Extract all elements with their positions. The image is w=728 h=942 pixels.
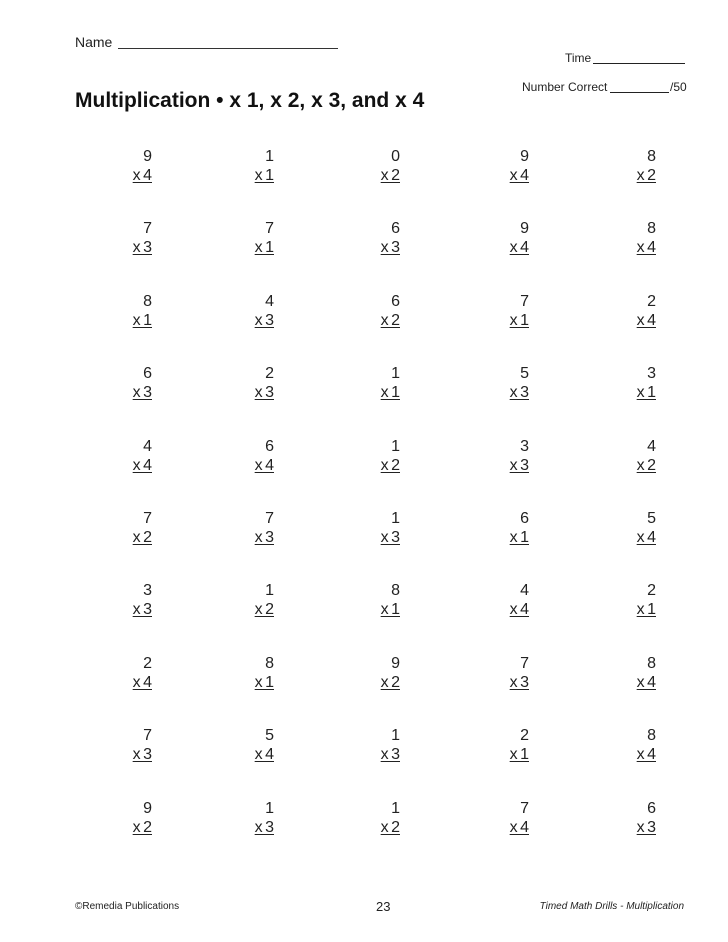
multiplicand: 7: [143, 510, 152, 527]
multiplier: x 2: [132, 529, 152, 546]
multiplicand: 9: [520, 220, 529, 238]
problem: [92, 799, 152, 837]
multiplicand: 6: [265, 437, 274, 455]
multiplicand: 7: [265, 220, 274, 238]
multiplicand: 7: [143, 220, 152, 238]
problem: [214, 292, 274, 330]
problem: [214, 509, 274, 547]
multiplicand: 4: [265, 292, 274, 310]
number-correct-field-line[interactable]: [610, 92, 669, 93]
multiplier: x 3: [509, 384, 529, 402]
problem: [214, 147, 274, 185]
name-field-line[interactable]: [118, 48, 338, 49]
multiplier: x 1: [509, 529, 529, 546]
problem: [596, 364, 656, 402]
multiplier: x 4: [132, 167, 152, 184]
name-label: Name: [75, 34, 113, 50]
multiplier: x 1: [509, 746, 529, 764]
multiplier: x 4: [636, 673, 656, 691]
footer-book-title: Timed Math Drills - Multiplication: [539, 901, 684, 912]
multiplicand: 7: [265, 510, 274, 527]
problem: [214, 654, 274, 692]
multiplicand: 1: [265, 148, 274, 165]
multiplicand: 2: [143, 654, 152, 672]
multiplicand: 3: [520, 437, 529, 455]
multiplicand: 9: [143, 799, 152, 817]
problem: [92, 509, 152, 547]
multiplicand: 7: [520, 799, 529, 817]
problem: [469, 219, 529, 257]
problem: [596, 581, 656, 619]
problem: [596, 292, 656, 330]
problem: [469, 581, 529, 619]
number-correct-label: Number Correct: [522, 80, 608, 94]
multiplier: x 4: [254, 456, 274, 474]
problem: [340, 364, 400, 402]
problem: [92, 147, 152, 185]
problem: [340, 726, 400, 764]
multiplier: x 1: [380, 384, 400, 402]
problem: [92, 292, 152, 330]
multiplicand: 7: [520, 654, 529, 672]
multiplicand: 5: [520, 365, 529, 383]
multiplier: x 1: [509, 311, 529, 329]
problem: [340, 509, 400, 547]
multiplicand: 8: [647, 654, 656, 672]
multiplier: x 1: [636, 601, 656, 619]
problem: [340, 581, 400, 619]
multiplier: x 2: [636, 167, 656, 184]
multiplicand: 7: [143, 727, 152, 745]
time-label: Time: [565, 51, 592, 65]
multiplicand: 1: [265, 582, 274, 600]
multiplicand: 2: [647, 292, 656, 310]
problem: [596, 799, 656, 837]
problem: [596, 437, 656, 475]
problem: [214, 219, 274, 257]
multiplier: x 1: [132, 311, 152, 329]
multiplicand: 0: [391, 148, 400, 165]
multiplicand: 8: [143, 292, 152, 310]
time-field-line[interactable]: [593, 63, 685, 64]
multiplier: x 2: [254, 601, 274, 619]
multiplier: x 3: [254, 384, 274, 402]
multiplier: x 3: [509, 456, 529, 474]
page-number: 23: [376, 899, 391, 914]
multiplier: x 3: [254, 529, 274, 546]
multiplicand: 3: [143, 582, 152, 600]
problem: [214, 581, 274, 619]
problem: [340, 654, 400, 692]
multiplier: x 4: [509, 601, 529, 619]
multiplier: x 1: [380, 601, 400, 619]
multiplier: x 4: [636, 239, 656, 257]
problem: [340, 799, 400, 837]
multiplier: x 3: [254, 311, 274, 329]
problem: [92, 726, 152, 764]
multiplier: x 4: [636, 529, 656, 546]
multiplicand: 6: [143, 365, 152, 383]
multiplicand: 1: [391, 727, 400, 745]
multiplier: x 3: [509, 673, 529, 691]
multiplicand: 8: [647, 148, 656, 165]
multiplicand: 6: [647, 799, 656, 817]
multiplier: x 2: [380, 167, 400, 184]
multiplicand: 6: [391, 292, 400, 310]
multiplier: x 4: [509, 239, 529, 257]
multiplicand: 9: [143, 148, 152, 165]
problem: [469, 437, 529, 475]
multiplier: x 2: [380, 673, 400, 691]
multiplier: x 1: [254, 673, 274, 691]
multiplicand: 2: [520, 727, 529, 745]
multiplicand: 5: [265, 727, 274, 745]
page-title: Multiplication • x 1, x 2, x 3, and x 4: [75, 89, 425, 112]
problem: [92, 364, 152, 402]
multiplier: x 4: [509, 167, 529, 184]
multiplicand: 8: [647, 727, 656, 745]
multiplicand: 2: [647, 582, 656, 600]
multiplicand: 4: [520, 582, 529, 600]
problem: [596, 219, 656, 257]
multiplicand: 8: [391, 582, 400, 600]
multiplicand: 4: [647, 437, 656, 455]
problem: [596, 654, 656, 692]
multiplicand: 5: [647, 510, 656, 527]
multiplier: x 4: [132, 456, 152, 474]
problem: [92, 581, 152, 619]
multiplier: x 3: [380, 529, 400, 546]
multiplicand: 8: [265, 654, 274, 672]
problem: [596, 147, 656, 185]
problem: [596, 509, 656, 547]
problem: [469, 509, 529, 547]
multiplier: x 4: [636, 746, 656, 764]
problem: [214, 799, 274, 837]
multiplicand: 9: [520, 148, 529, 165]
multiplier: x 1: [636, 384, 656, 402]
multiplier: x 2: [380, 818, 400, 836]
problem: [469, 726, 529, 764]
problem: [214, 437, 274, 475]
problem: [469, 292, 529, 330]
problem: [92, 654, 152, 692]
multiplicand: 7: [520, 292, 529, 310]
problem: [340, 147, 400, 185]
multiplier: x 4: [132, 673, 152, 691]
multiplier: x 3: [636, 818, 656, 836]
multiplicand: 8: [647, 220, 656, 238]
multiplicand: 1: [391, 437, 400, 455]
problem: [340, 292, 400, 330]
multiplier: x 3: [380, 746, 400, 764]
multiplicand: 1: [265, 799, 274, 817]
multiplicand: 9: [391, 654, 400, 672]
problem: [92, 437, 152, 475]
multiplicand: 6: [520, 510, 529, 527]
problem: [214, 726, 274, 764]
multiplier: x 4: [636, 311, 656, 329]
multiplier: x 3: [132, 746, 152, 764]
multiplier: x 3: [380, 239, 400, 257]
multiplicand: 6: [391, 220, 400, 238]
multiplier: x 2: [636, 456, 656, 474]
problem: [469, 654, 529, 692]
multiplicand: 1: [391, 365, 400, 383]
multiplier: x 3: [132, 601, 152, 619]
multiplicand: 1: [391, 510, 400, 527]
footer-publisher: ©Remedia Publications: [75, 901, 180, 912]
multiplier: x 1: [254, 239, 274, 257]
multiplier: x 2: [380, 311, 400, 329]
multiplier: x 4: [254, 746, 274, 764]
number-correct-total: /50: [670, 80, 687, 94]
multiplier: x 2: [132, 818, 152, 836]
problem: [340, 219, 400, 257]
problem: [340, 437, 400, 475]
problem: [469, 147, 529, 185]
multiplicand: 1: [391, 799, 400, 817]
problem: [92, 219, 152, 257]
multiplicand: 2: [265, 365, 274, 383]
problem: [214, 364, 274, 402]
problem: [469, 799, 529, 837]
multiplicand: 3: [647, 365, 656, 383]
multiplier: x 3: [132, 239, 152, 257]
multiplier: x 2: [380, 456, 400, 474]
problem: [596, 726, 656, 764]
multiplier: x 3: [132, 384, 152, 402]
multiplier: x 4: [509, 818, 529, 836]
multiplier: x 1: [254, 167, 274, 184]
multiplier: x 3: [254, 818, 274, 836]
problem: [469, 364, 529, 402]
multiplicand: 4: [143, 437, 152, 455]
